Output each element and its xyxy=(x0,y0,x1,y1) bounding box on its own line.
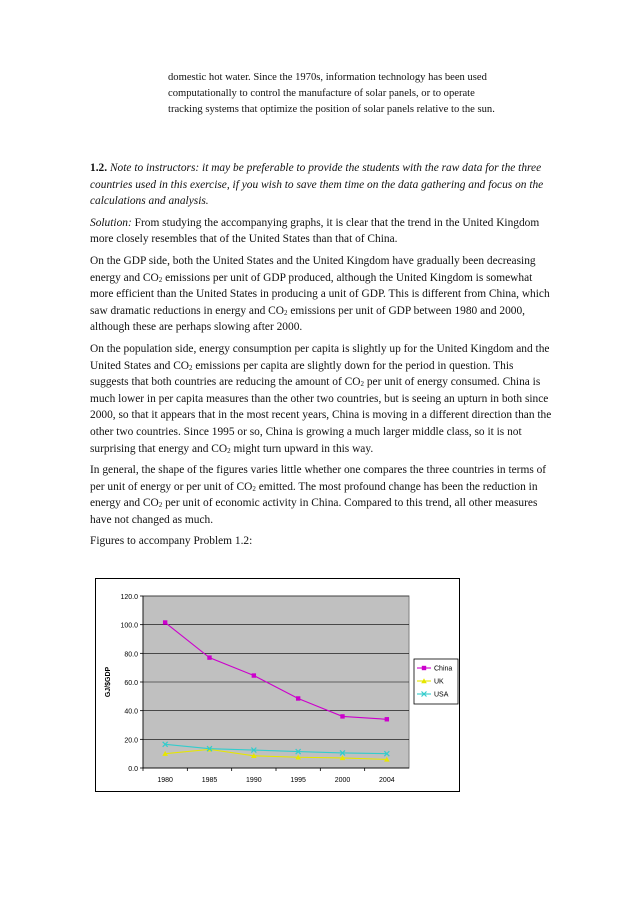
subscript: 2 xyxy=(360,380,364,389)
data-point-china xyxy=(163,620,167,624)
y-tick-label: 40.0 xyxy=(124,708,138,716)
solution-text: From studying the accompanying graphs, it is clear that the trend in the United Kingdom more closely resembles that of the United States than that of China. xyxy=(90,216,540,246)
y-axis-label: GJ/$GDP xyxy=(105,666,112,698)
gdp-text-b: emissions per unit of GDP produced, although the United Kingdom is somewhat more efficient than the United States in producing a unit of GDP. This is different from China, which saw dramatic reductions in energy and CO xyxy=(90,271,550,317)
y-tick-label: 20.0 xyxy=(124,737,138,745)
x-tick-label: 1985 xyxy=(201,777,218,784)
figures-caption: Figures to accompany Problem 1.2: xyxy=(90,535,253,548)
general-paragraph xyxy=(90,462,552,528)
general-text-b: emitted. The most profound change has been the reduction in energy and CO xyxy=(90,480,538,510)
y-tick-label: 80.0 xyxy=(124,651,138,659)
y-tick-label: 120.0 xyxy=(120,594,138,601)
y-tick-label: 0.0 xyxy=(128,766,138,773)
general-text-c: per unit of economic activity in China. Compared to this trend, all other measures have not changed as much. xyxy=(90,497,538,526)
subscript: 2 xyxy=(284,308,288,317)
subscript: 2 xyxy=(227,446,231,455)
subscript: 2 xyxy=(158,275,163,284)
gdp-paragraph xyxy=(90,253,552,336)
pop-text-d: might turn upward in this way. xyxy=(230,442,374,455)
gdp-text-a: On the GDP side, both the United States and the United Kingdom have gradually been decreasing energy and CO xyxy=(90,254,536,284)
x-tick-label: 1995 xyxy=(290,777,306,784)
y-tick-label: 60.0 xyxy=(124,680,138,687)
general-text-a: In general, the shape of the figures varies little whether one compares the three countries in terms of per unit of energy or per unit of CO xyxy=(90,464,547,493)
instructor-note xyxy=(90,160,552,210)
pop-text-c: per unit of energy consumed. China is much lower in per capita measures than the other two countries, but is seeing an upturn in both since 2000, so that it appears that in the most recent years, China is moving in a different direction than the other two countries. Since 1995 or so, China is growing a much larger middle class, so it is not surprising that energy and CO xyxy=(90,376,552,455)
note-text: Note to instructors: it may be preferable to provide the students with the raw data for the three countries used in this exercise, if you wish to save them time on the data gathering and focus on the calculations and analysis. xyxy=(90,162,544,208)
subscript: 2 xyxy=(158,501,163,510)
data-point-china xyxy=(252,673,256,677)
problem-number: 1.2. xyxy=(90,162,108,174)
x-tick-label: 2000 xyxy=(334,777,351,784)
chart-frame xyxy=(95,578,460,792)
main-text xyxy=(90,160,552,555)
subscript: 2 xyxy=(252,484,256,493)
x-tick-label: 1990 xyxy=(246,777,262,784)
solution-label: Solution: xyxy=(90,216,132,229)
x-tick-label: 1980 xyxy=(157,777,173,784)
data-point-china xyxy=(340,714,344,718)
gdp-text-c: emissions per unit of GDP between 1980 and 2000, although these are perhaps slowing after 2000. xyxy=(90,304,525,334)
top-paragraph-line: computationally to control the manufacture of solar panels, or to operate xyxy=(168,88,475,99)
legend-label-china: China xyxy=(434,665,453,673)
solution-paragraph xyxy=(90,215,552,248)
data-point-china xyxy=(296,696,300,700)
pop-text-b: emissions per capita are slightly down for the period in question. This suggests that both countries are reducing the amount of CO xyxy=(90,359,514,389)
population-paragraph xyxy=(90,341,552,457)
y-tick-label: 100.0 xyxy=(120,622,138,630)
data-point-china xyxy=(385,717,389,721)
legend-marker-china xyxy=(422,666,426,670)
top-paragraph xyxy=(168,70,548,118)
data-point-china xyxy=(207,655,211,659)
legend-label-usa: USA xyxy=(434,691,449,699)
line-chart xyxy=(96,579,459,791)
legend-label-uk: UK xyxy=(434,678,444,686)
subscript: 2 xyxy=(189,363,193,372)
top-paragraph-line: tracking systems that optimize the position of solar panels relative to the sun. xyxy=(168,104,495,115)
x-tick-label: 2004 xyxy=(379,777,395,784)
pop-text-a: On the population side, energy consumption per capita is slightly up for the United Kingdom and the United States and CO xyxy=(90,342,550,372)
top-paragraph-line: domestic hot water. Since the 1970s, information technology has been used xyxy=(168,72,487,83)
